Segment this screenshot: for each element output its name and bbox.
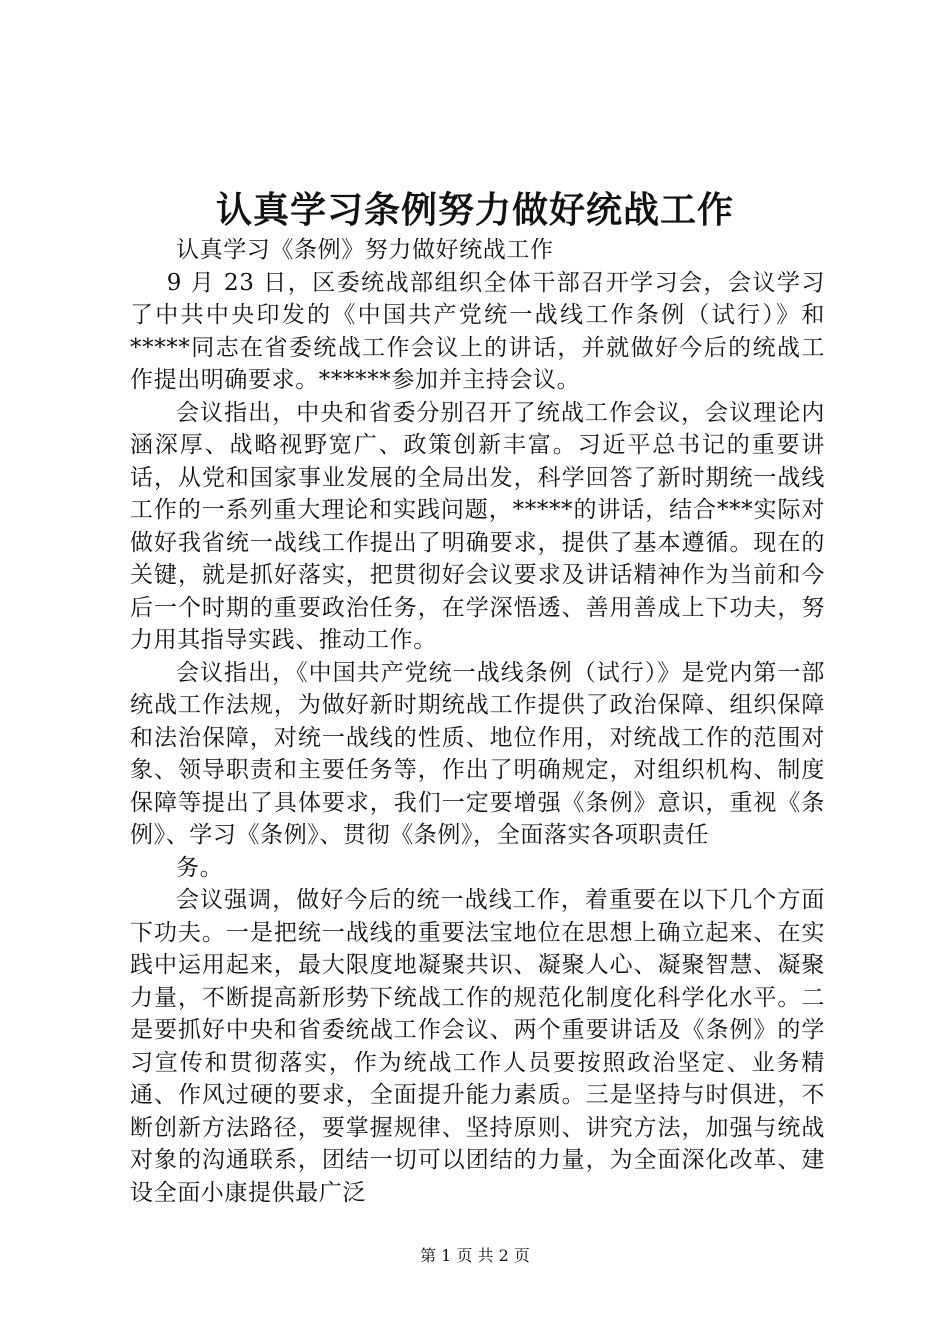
- paragraph-2: 会议指出，中央和省委分别召开了统战工作会议，会议理论内涵深厚、战略视野宽广、政策创新丰富。习近平总书记的重要讲话，从党和国家事业发展的全局出发，科学回答了新时期统一战线工作的一系列重大理论和实践问题，*****的讲话，结合***实际对做好我省统一战线工作提出了明确要求，提供了基本遵循。现在的关键，就是抓好落实，把贯彻好会议要求及讲话精神作为当前和今后一个时期的重要政治任务，在学深悟透、善用善成上下功夫，努力用其指导实践、推动工作。: [130, 399, 825, 653]
- document-body: [130, 234, 825, 1209]
- paragraph-3-continuation: 务。: [176, 854, 224, 881]
- document-subtitle: 认真学习《条例》努力做好统战工作: [176, 237, 554, 263]
- paragraph-3: 会议指出，《中国共产党统一战线条例（试行）》是党内第一部统战工作法规，为做好新时期统战工作提供了政治保障、组织保障和法治保障，对统一战线的性质、地位作用，对统战工作的范围对象、领导职责和主要任务等，作出了明确规定，对组织机构、制度保障等提出了具体要求，我们一定要增强《条例》意识，重视《条例》、学习《条例》、贯彻《条例》，全面落实各项职责任: [130, 659, 825, 848]
- document-title: 认真学习条例努力做好统战工作: [215, 189, 734, 231]
- paragraph-4: 会议强调，做好今后的统一战线工作，着重要在以下几个方面下功夫。一是把统一战线的重要法宝地位在思想上确立起来、在实践中运用起来，最大限度地凝聚共识、凝聚人心、凝聚智慧、凝聚力量，不断提高新形势下统战工作的规范化制度化科学化水平。二是要抓好中央和省委统战工作会议、两个重要讲话及《条例》的学习宣传和贯彻落实，作为统战工作人员要按照政治坚定、业务精通、作风过硬的要求，全面提升能力素质。三是坚持与时俱进，不断创新方法路径，要掌握规律、坚持原则、讲究方法，加强与统战对象的沟通联系，团结一切可以团结的力量，为全面深化改革、建设全面小康提供最广泛: [130, 887, 825, 1206]
- paragraph-1: 9 月 23 日，区委统战部组织全体干部召开学习会，会议学习了中共中央印发的《中国共产党统一战线工作条例（试行）》和*****同志在省委统战工作会议上的讲话，并就做好今后的统战工作提出明确要求。******参加并主持会议。: [130, 269, 825, 393]
- page-number: 第 1 页 共 2 页: [420, 1246, 530, 1265]
